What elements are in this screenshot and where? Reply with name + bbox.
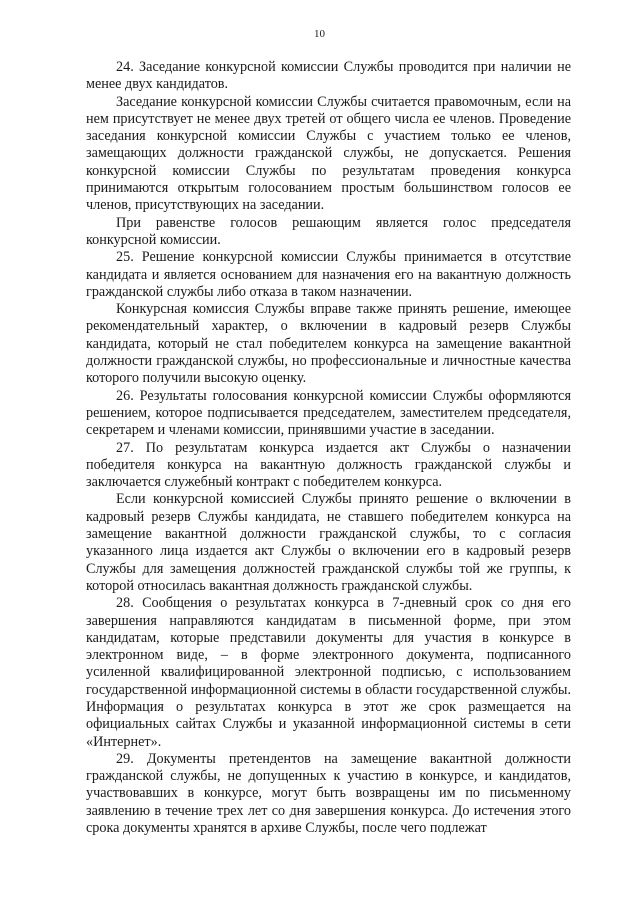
paragraph-tie-vote: При равенстве голосов решающим является голос председателя конкурсной комиссии. bbox=[86, 214, 571, 248]
paragraph-quorum: Заседание конкурсной комиссии Службы считается правомочным, если на нем присутствует не менее двух третей от общего числа ее членов. Проведение заседания конкурсной комиссии Службы с участием только ее членов, замещающих должности гражданской службы, не допускается. Решения конкурсной комиссии Службы по результатам проведения конкурса принимаются открытым голосованием простым большинством голосов ее членов, присутствующих на заседании. bbox=[86, 93, 571, 214]
paragraph-27: 27. По результатам конкурса издается акт Службы о назначении победителя конкурса на вакантную должность гражданской службы и заключается служебный контракт с победителем конкурса. bbox=[86, 439, 571, 491]
paragraph-26: 26. Результаты голосования конкурсной комиссии Службы оформляются решением, которое подписывается председателем, заместителем председателя, секретарем и членами комиссии, принявшими участие в заседании. bbox=[86, 387, 571, 439]
paragraph-29: 29. Документы претендентов на замещение вакантной должности гражданской службы, не допущенных к участию в конкурсе, и кандидатов, участвовавших в конкурсе, могут быть возвращены им по письменному заявлению в течение трех лет со дня завершения конкурса. До истечения этого срока документы хранятся в архиве Службы, после чего подлежат bbox=[86, 750, 571, 837]
paragraph-28: 28. Сообщения о результатах конкурса в 7-дневный срок со дня его завершения направляются кандидатам в письменной форме, при этом кандидатам, которые представили документы для участия в конкурсе в электронном виде, – в форме электронного документа, подписанного усиленной квалифицированной электронной подписью, с использованием государственной информационной системы в области государственной службы. Информация о результатах конкурса в этот же срок размещается на официальных сайтах Службы и указанной информационной системы в сети «Интернет». bbox=[86, 595, 571, 750]
paragraph-25: 25. Решение конкурсной комиссии Службы принимается в отсутствие кандидата и является основанием для назначения его на вакантную должность гражданской службы либо отказа в таком назначении. bbox=[86, 249, 571, 300]
paragraph-24: 24. Заседание конкурсной комиссии Службы проводится при наличии не менее двух кандидатов. bbox=[86, 59, 571, 93]
document-body bbox=[86, 59, 571, 837]
paragraph-reserve-act: Если конкурсной комиссией Службы принято решение о включении в кадровый резерв Службы кандидата, не ставшего победителем конкурса на замещение вакантной должности гражданской службы, то с согласия указанного лица издается акт Службы о включении его в кадровый резерв Службы для замещения должностей гражданской службы той же группы, к которой относилась вакантная должность гражданской службы. bbox=[86, 491, 571, 594]
paragraph-reserve-recommendation: Конкурсная комиссия Службы вправе также принять решение, имеющее рекомендательный характер, о включении в кадровый резерв Службы кандидата, который не стал победителем конкурса на замещение вакантной должности гражданской службы, но профессиональные и личностные качества которого получили высокую оценку. bbox=[86, 301, 571, 387]
page-number: 10 bbox=[314, 28, 325, 40]
